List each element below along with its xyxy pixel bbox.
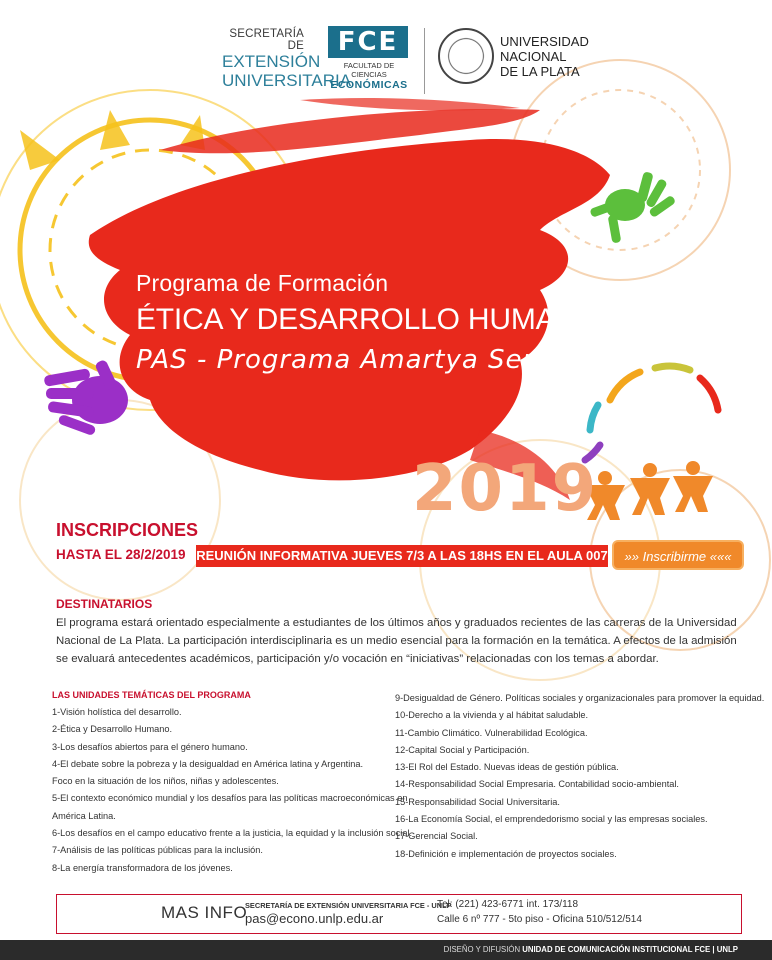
title-block <box>136 270 600 375</box>
info-phone: Tel: (221) 423-6771 int. 173/118 <box>437 899 579 910</box>
footer <box>0 940 772 960</box>
info-box <box>56 894 742 934</box>
unlp-name <box>500 34 589 79</box>
program-subtitle: PAS - Programa Amartya Sen <box>136 345 541 375</box>
hero <box>0 110 772 530</box>
unlp-line1: UNIVERSIDAD <box>500 34 589 49</box>
unlp-line3: DE LA PLATA <box>500 64 580 79</box>
fce-sub1: FACULTAD DE CIENCIAS <box>343 61 395 79</box>
list-item: 7-Análisis de las políticas públicas para la inclusión. <box>52 845 263 856</box>
list-item: 15-Responsabilidad Social Universitaria. <box>395 796 560 807</box>
program-label: Programa de Formación <box>136 270 389 296</box>
inscripciones-deadline: HASTA EL 28/2/2019 <box>56 547 186 562</box>
destinatarios-title: DESTINATARIOS <box>56 597 153 611</box>
secretaria-line3: UNIVERSITARIA <box>222 71 352 90</box>
list-item: Foco en la situación de los niños, niñas y adolescentes. <box>52 776 279 787</box>
list-item: 2-Ética y Desarrollo Humano. <box>52 724 172 735</box>
secretaria-line2: EXTENSIÓN <box>222 52 321 71</box>
unlp-seal-icon <box>438 28 494 84</box>
info-email-link[interactable]: pas@econo.unlp.edu.ar <box>245 911 384 926</box>
footer-unit: UNIDAD DE COMUNICACIÓN INSTITUCIONAL <box>522 945 693 954</box>
inscripciones <box>56 520 198 562</box>
destinatarios-text: El programa estará orientado especialmente a estudiantes de los últimos años y graduados recientes de las carreras de la Universidad Nacional de La Plata. La participación interdisciplinaria es un medio esencial para la formación en la temática. A efectos de la admisión se evaluará antecedentes académicos, participación y/o vocación en “iniciativas” relacionadas con los temas a abordar. <box>56 617 737 665</box>
list-item: América Latina. <box>52 810 116 821</box>
list-item: 8-La energía transformadora de los jóvenes. <box>52 862 233 873</box>
list-item: 9-Desigualdad de Género. Políticas sociales y organizacionales para promover la equidad. <box>395 693 765 703</box>
list-item: 6-Los desafíos en el campo educativo frente a la justicia, la equidad y la inclusión social. <box>52 828 413 839</box>
unidades-list-left <box>52 704 413 877</box>
list-item: 12-Capital Social y Participación. <box>395 744 530 755</box>
info-address: Calle 6 nº 777 - 5to piso - Oficina 510/512/514 <box>437 914 642 925</box>
list-item: 10-Derecho a la vivienda y al hábitat saludable. <box>395 710 589 721</box>
fce-sub2: ECONÓMICAS <box>330 79 408 91</box>
program-title: ÉTICA Y DESARROLLO HUMANO <box>136 303 601 336</box>
year-label: 2019 <box>412 452 599 526</box>
list-item: 4-El debate sobre la pobreza y la desigualdad en América latina y Argentina. <box>52 758 364 769</box>
secretaria-extension-logo <box>222 28 352 90</box>
list-item: 17-Gerencial Social. <box>395 831 478 842</box>
list-item: 18-Definición e implementación de proyectos sociales. <box>395 848 617 859</box>
info-secretaria: SECRETARÍA DE EXTENSIÓN UNIVERSITARIA FCE - UNLP <box>245 901 452 910</box>
list-item: 14-Responsabilidad Social Empresaria. Contabilidad socio-ambiental. <box>395 779 679 790</box>
unlp-line2: NACIONAL <box>500 49 567 64</box>
info-label: MAS INFO <box>161 903 248 922</box>
footer-prefix: DISEÑO Y DIFUSIÓN <box>443 945 521 954</box>
footer-suffix: FCE | UNLP <box>694 945 738 954</box>
list-item: 1-Visión holística del desarrollo. <box>52 707 182 717</box>
list-item: 16-La Economía Social, el emprendedorismo social y las empresas sociales. <box>395 814 708 825</box>
fce-logo-mark: FCE <box>328 26 408 58</box>
unidades-title: LAS UNIDADES TEMÁTICAS DEL PROGRAMA <box>52 690 251 700</box>
signup-button[interactable]: »» Inscribirme ««« <box>612 540 744 570</box>
secretaria-line1: SECRETARÍA DE <box>229 28 304 52</box>
list-item: 5-El contexto económico mundial y los desafíos para las políticas macroeconómicas en <box>52 793 408 804</box>
list-item: 11-Cambio Climático. Vulnerabilidad Ecológica. <box>395 727 588 738</box>
unidades-list-right <box>395 690 765 863</box>
inscripciones-title: INSCRIPCIONES <box>56 520 199 540</box>
list-item: 3-Los desafíos abiertos para el género humano. <box>52 741 248 752</box>
meeting-banner: REUNIÓN INFORMATIVA JUEVES 7/3 A LAS 18HS EN EL AULA 007 <box>196 545 608 567</box>
fce-logo <box>328 26 410 91</box>
header <box>0 20 772 100</box>
header-divider <box>424 28 425 94</box>
list-item: 13-El Rol del Estado. Nuevas ideas de gestión pública. <box>395 762 619 773</box>
